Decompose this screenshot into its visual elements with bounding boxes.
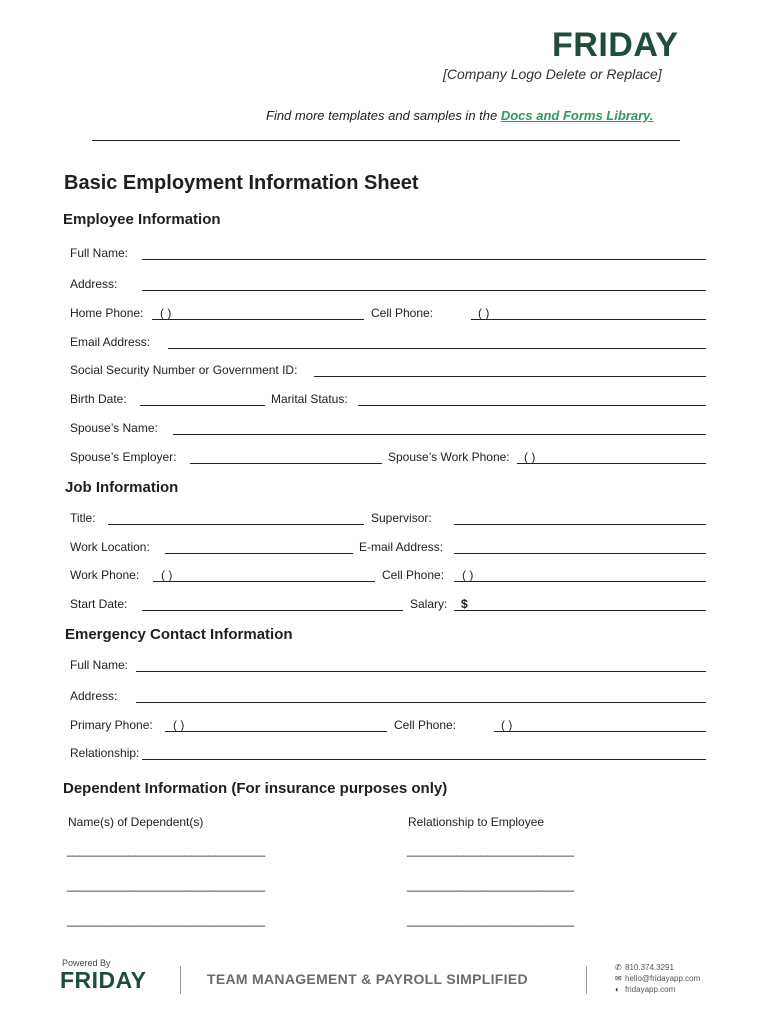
emergency-cell-phone-field[interactable] <box>494 731 706 732</box>
spouse-employer-label: Spouse’s Employer: <box>70 450 177 464</box>
dependent-relationship-field[interactable]: ___________________________ <box>407 843 574 857</box>
home-phone-field[interactable] <box>152 319 364 320</box>
supervisor-field[interactable] <box>454 524 706 525</box>
work-location-label: Work Location: <box>70 540 150 554</box>
section-heading-employee: Employee Information <box>63 211 221 228</box>
logo-placeholder-note: [Company Logo Delete or Replace] <box>443 66 662 82</box>
emergency-address-field[interactable] <box>136 702 706 703</box>
primary-phone-field[interactable] <box>165 731 387 732</box>
supervisor-label: Supervisor: <box>371 511 432 525</box>
employee-full-name-label: Full Name: <box>70 246 129 260</box>
primary-phone-area-code: ( ) <box>173 718 185 732</box>
docs-library-link[interactable]: Docs and Forms Library. <box>500 108 654 123</box>
work-location-field[interactable] <box>165 553 353 554</box>
job-title-field[interactable] <box>108 524 364 525</box>
section-heading-job: Job Information <box>65 479 179 496</box>
cell-phone-area-code: ( ) <box>478 306 490 320</box>
relationship-label: Relationship: <box>70 746 140 760</box>
employee-address-label: Address: <box>70 277 118 291</box>
emergency-cell-phone-label: Cell Phone: <box>394 718 457 732</box>
employee-address-field[interactable] <box>142 290 706 291</box>
work-phone-area-code: ( ) <box>161 568 173 582</box>
spouse-work-phone-area-code: ( ) <box>524 450 536 464</box>
emergency-address-label: Address: <box>70 689 118 703</box>
header-divider <box>92 140 680 141</box>
marital-status-field[interactable] <box>358 405 706 406</box>
dependent-name-field[interactable]: ________________________________ <box>67 843 265 857</box>
work-phone-field[interactable] <box>153 581 375 582</box>
email-field[interactable] <box>168 348 706 349</box>
primary-phone-label: Primary Phone: <box>70 718 153 732</box>
job-cell-phone-field[interactable] <box>454 581 706 582</box>
emergency-cell-phone-area-code: ( ) <box>501 718 513 732</box>
salary-field[interactable] <box>454 610 706 611</box>
company-logo: FRIDAY <box>552 26 679 64</box>
footer-logo: FRIDAY <box>60 967 147 993</box>
birth-date-label: Birth Date: <box>70 392 127 406</box>
dependent-names-column-header: Name(s) of Dependent(s) <box>68 815 204 829</box>
salary-label: Salary: <box>410 597 448 611</box>
footer-phone: 810.374.3291 <box>625 963 674 972</box>
dependent-relationship-field[interactable]: ___________________________ <box>407 878 574 892</box>
footer-email[interactable]: hello@fridayapp.com <box>625 974 701 983</box>
phone-icon: ✆ <box>615 963 622 972</box>
ssn-field[interactable] <box>314 376 706 377</box>
section-heading-dependent: Dependent Information (For insurance purposes only) <box>63 780 448 797</box>
ssn-label: Social Security Number or Government ID: <box>70 363 298 377</box>
start-date-label: Start Date: <box>70 597 128 611</box>
marital-status-label: Marital Status: <box>271 392 348 406</box>
cell-phone-label: Cell Phone: <box>371 306 434 320</box>
job-email-label: E-mail Address: <box>359 540 444 554</box>
spouse-work-phone-label: Spouse’s Work Phone: <box>388 450 510 464</box>
cell-phone-field[interactable] <box>471 319 706 320</box>
footer-web-row <box>615 984 700 995</box>
dependent-relationship-column-header: Relationship to Employee <box>408 815 545 829</box>
job-title-label: Title: <box>70 511 96 525</box>
section-heading-emergency: Emergency Contact Information <box>65 626 293 643</box>
page-title: Basic Employment Information Sheet <box>64 172 419 194</box>
start-date-field[interactable] <box>142 610 403 611</box>
job-email-field[interactable] <box>454 553 706 554</box>
email-label: Email Address: <box>70 335 151 349</box>
footer-divider-right <box>586 966 587 994</box>
spouse-name-label: Spouse’s Name: <box>70 421 158 435</box>
dependent-name-field[interactable]: ________________________________ <box>67 878 265 892</box>
job-cell-phone-label: Cell Phone: <box>382 568 445 582</box>
employee-full-name-field[interactable] <box>142 259 706 260</box>
dependent-name-field[interactable]: ________________________________ <box>67 913 265 927</box>
templates-text: Find more templates and samples in the <box>266 108 501 123</box>
templates-note <box>266 108 654 123</box>
footer-website[interactable]: fridayapp.com <box>625 985 676 994</box>
emergency-full-name-field[interactable] <box>136 671 706 672</box>
job-cell-phone-area-code: ( ) <box>462 568 474 582</box>
powered-by-text: Powered By <box>62 958 111 968</box>
footer-phone-row <box>615 962 700 973</box>
birth-date-field[interactable] <box>140 405 265 406</box>
relationship-field[interactable] <box>142 759 706 760</box>
footer-divider-left <box>180 966 181 994</box>
dependent-relationship-field[interactable]: ___________________________ <box>407 913 574 927</box>
footer-email-row <box>615 973 700 984</box>
email-icon: ✉ <box>615 974 622 983</box>
work-phone-label: Work Phone: <box>70 568 140 582</box>
globe-icon: ◐ <box>615 985 620 994</box>
footer-tagline: TEAM MANAGEMENT & PAYROLL SIMPLIFIED <box>207 971 528 987</box>
home-phone-area-code: ( ) <box>160 306 172 320</box>
home-phone-label: Home Phone: <box>70 306 144 320</box>
emergency-full-name-label: Full Name: <box>70 658 129 672</box>
spouse-name-field[interactable] <box>173 434 706 435</box>
spouse-employer-field[interactable] <box>190 463 382 464</box>
salary-dollar-sign: $ <box>461 597 468 611</box>
spouse-work-phone-field[interactable] <box>517 463 706 464</box>
